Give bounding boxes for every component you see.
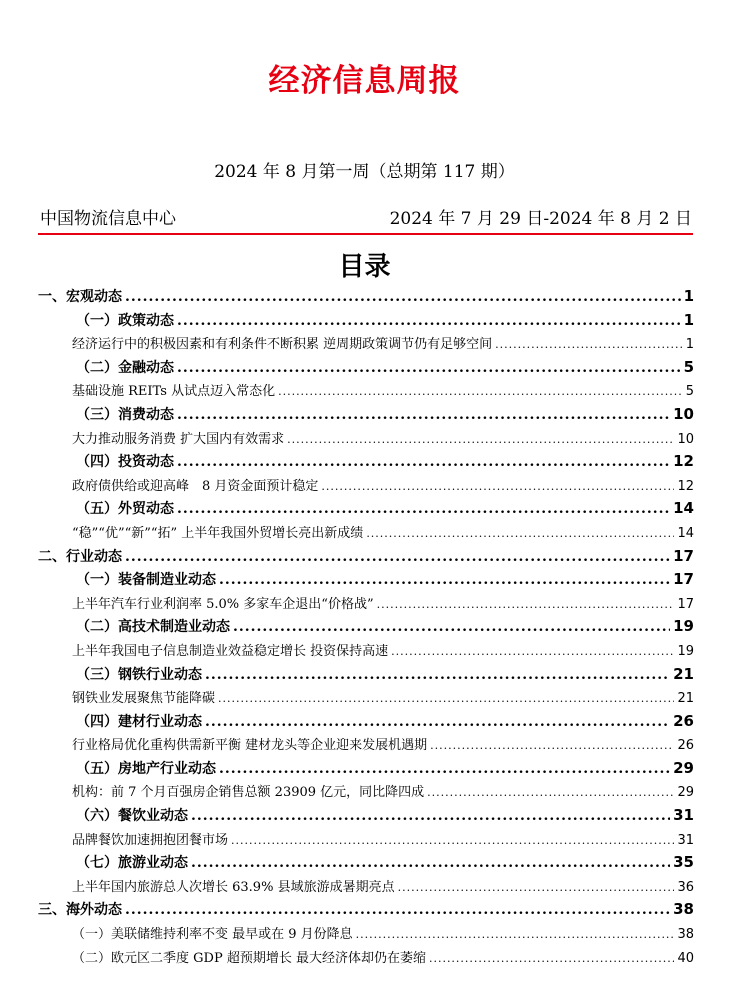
- toc-entry-page: 29: [677, 785, 694, 801]
- issue-number: 2024 年 8 月第一周（总期第 117 期）: [214, 162, 515, 182]
- toc-leader-dots: [125, 902, 670, 918]
- toc-leader-dots: [218, 691, 674, 706]
- toc-leader-dots: [430, 738, 674, 753]
- toc-entry-page: 1: [683, 287, 694, 305]
- toc-heading: 目录: [338, 252, 391, 282]
- toc-leader-dots: [278, 384, 683, 399]
- toc-entry[interactable]: [38, 923, 694, 947]
- toc-entry[interactable]: [38, 451, 694, 475]
- toc-entry-label: （二）高技术制造业动态: [76, 619, 230, 636]
- toc-entry[interactable]: [38, 357, 694, 381]
- toc-entry-label: （五）外贸动态: [76, 501, 174, 518]
- toc-entry[interactable]: [38, 522, 694, 546]
- toc-entry[interactable]: [38, 758, 694, 782]
- toc-entry-page: 31: [677, 832, 694, 848]
- toc-leader-dots: [219, 761, 670, 777]
- toc-entry[interactable]: [38, 899, 694, 923]
- toc-entry-page: 21: [673, 664, 694, 683]
- toc-entry[interactable]: [38, 781, 694, 805]
- toc-entry-label: 三、海外动态: [38, 902, 122, 919]
- toc-leader-dots: [191, 808, 670, 824]
- toc-entry[interactable]: [38, 805, 694, 829]
- toc-leader-dots: [495, 337, 683, 352]
- date-range: 2024 年 7 月 29 日-2024 年 8 月 2 日: [389, 209, 692, 229]
- toc-entry-label: 二、行业动态: [38, 548, 122, 565]
- toc-entry-label: 行业格局优化重构供需新平衡 建材龙头等企业迎来发展机遇期: [72, 738, 428, 754]
- toc-entry[interactable]: [38, 333, 694, 357]
- toc-leader-dots: [177, 501, 670, 517]
- toc-entry-label: 上半年国内旅游总人次增长 63.9% 县域旅游成暑期亮点: [72, 879, 395, 895]
- toc-entry-label: （七）旅游业动态: [76, 855, 188, 872]
- toc-leader-dots: [177, 454, 670, 470]
- toc-entry[interactable]: [38, 852, 694, 876]
- toc-entry-page: 38: [677, 927, 694, 943]
- toc-entry-page: 31: [673, 806, 694, 825]
- toc-leader-dots: [391, 644, 674, 659]
- toc-entry-label: 一、宏观动态: [38, 289, 122, 305]
- toc-entry-page: 5: [683, 357, 694, 376]
- toc-entry-page: 17: [673, 546, 694, 565]
- toc-entry-page: 29: [673, 758, 694, 777]
- toc-leader-dots: [177, 313, 681, 329]
- toc-leader-dots: [356, 927, 675, 942]
- toc-entry-label: 机构：前 7 个月百强房企销售总额 23909 亿元，同比降四成: [72, 785, 425, 801]
- toc-entry[interactable]: [38, 404, 694, 428]
- toc-entry-label: （二）金融动态: [76, 359, 174, 376]
- toc-leader-dots: [427, 785, 674, 800]
- toc-entry-page: 19: [673, 617, 694, 636]
- organization-name: 中国物流信息中心: [40, 209, 176, 229]
- toc-entry-page: 35: [673, 853, 694, 872]
- toc-leader-dots: [205, 667, 670, 683]
- toc-entry-label: （六）餐饮业动态: [76, 808, 188, 825]
- toc-entry[interactable]: [38, 286, 694, 310]
- toc-entry-label: 大力推动服务消费 扩大国内有效需求: [72, 431, 285, 447]
- toc-entry-page: 36: [677, 879, 694, 895]
- toc-entry-label: （四）投资动态: [76, 454, 174, 471]
- toc-entry-label: 品牌餐饮加速拥抱团餐市场: [72, 832, 229, 848]
- toc-entry[interactable]: [38, 546, 694, 570]
- toc-entry[interactable]: [38, 876, 694, 900]
- toc-entry-page: 10: [673, 404, 694, 423]
- toc-entry-label: （一）美联储维持利率不变 最早或在 9 月份降息: [72, 927, 353, 943]
- toc-entry-page: 12: [673, 452, 694, 471]
- toc-entry-page: 38: [673, 900, 694, 919]
- toc-entry[interactable]: [38, 734, 694, 758]
- toc-entry-label: （一）政策动态: [76, 312, 174, 329]
- toc-entry[interactable]: [38, 687, 694, 711]
- toc-entry[interactable]: [38, 616, 694, 640]
- toc-entry[interactable]: [38, 640, 694, 664]
- toc-entry-label: （二）欧元区二季度 GDP 超预期增长 最大经济体却仍在萎缩: [72, 950, 426, 966]
- toc-entry-label: 钢铁业发展聚焦节能降碳: [72, 691, 216, 707]
- toc-entry[interactable]: [38, 947, 694, 971]
- toc-entry-label: （五）房地产行业动态: [76, 760, 216, 777]
- toc-leader-dots: [205, 714, 670, 730]
- toc-entry[interactable]: [38, 380, 694, 404]
- toc-leader-dots: [398, 880, 675, 895]
- toc-entry[interactable]: [38, 569, 694, 593]
- toc-entry-page: 26: [673, 711, 694, 730]
- report-title: 经济信息周报: [268, 63, 461, 99]
- toc-entry-page: 1: [683, 310, 694, 329]
- toc-entry-label: “稳”“优”“新”“拓” 上半年我国外贸增长亮出新成绩: [72, 525, 364, 541]
- toc-leader-dots: [233, 619, 670, 635]
- toc-leader-dots: [177, 407, 670, 423]
- toc-entry-label: 上半年汽车行业利润率 5.0% 多家车企退出“价格战”: [72, 596, 374, 612]
- toc-entry-page: 40: [677, 950, 694, 966]
- toc-entry-page: 26: [677, 738, 694, 754]
- toc-entry-label: 上半年我国电子信息制造业效益稳定增长 投资保持高速: [72, 643, 389, 659]
- toc-entry-page: 21: [677, 691, 694, 707]
- toc-entry-label: （三）钢铁行业动态: [76, 666, 202, 683]
- toc-entry-page: 19: [677, 643, 694, 659]
- table-of-contents: [38, 286, 694, 970]
- toc-entry[interactable]: [38, 829, 694, 853]
- toc-entry[interactable]: [38, 711, 694, 735]
- toc-entry-label: 政府债供给或迎高峰 8 月资金面预计稳定: [72, 478, 319, 494]
- toc-entry[interactable]: [38, 498, 694, 522]
- toc-leader-dots: [125, 549, 670, 565]
- toc-entry[interactable]: [38, 428, 694, 452]
- toc-entry-page: 5: [685, 384, 694, 400]
- toc-leader-dots: [125, 289, 681, 305]
- toc-entry-label: 基础设施 REITs 从试点迈入常态化: [72, 384, 276, 400]
- toc-entry-page: 12: [677, 478, 694, 494]
- toc-entry-page: 14: [673, 499, 694, 518]
- toc-entry-label: （一）装备制造业动态: [76, 572, 216, 589]
- toc-entry-page: 10: [677, 431, 694, 447]
- toc-entry-label: （三）消费动态: [76, 406, 174, 423]
- toc-entry[interactable]: [38, 664, 694, 688]
- toc-entry-label: （四）建材行业动态: [76, 713, 202, 730]
- toc-entry-page: 1: [685, 337, 694, 353]
- toc-leader-dots: [191, 855, 670, 871]
- toc-entry[interactable]: [38, 593, 694, 617]
- toc-leader-dots: [177, 360, 681, 376]
- toc-leader-dots: [429, 951, 675, 966]
- header-divider: [38, 233, 693, 235]
- toc-leader-dots: [366, 526, 674, 541]
- toc-entry-page: 14: [677, 525, 694, 541]
- toc-entry-page: 17: [677, 596, 694, 612]
- toc-leader-dots: [231, 833, 674, 848]
- toc-leader-dots: [287, 432, 674, 447]
- toc-entry-page: 17: [673, 570, 694, 589]
- toc-entry[interactable]: [38, 310, 694, 334]
- toc-leader-dots: [219, 572, 670, 588]
- toc-entry-label: 经济运行中的积极因素和有利条件不断积累 逆周期政策调节仍有足够空间: [72, 337, 493, 353]
- toc-leader-dots: [377, 597, 675, 612]
- toc-entry[interactable]: [38, 475, 694, 499]
- toc-leader-dots: [321, 479, 674, 494]
